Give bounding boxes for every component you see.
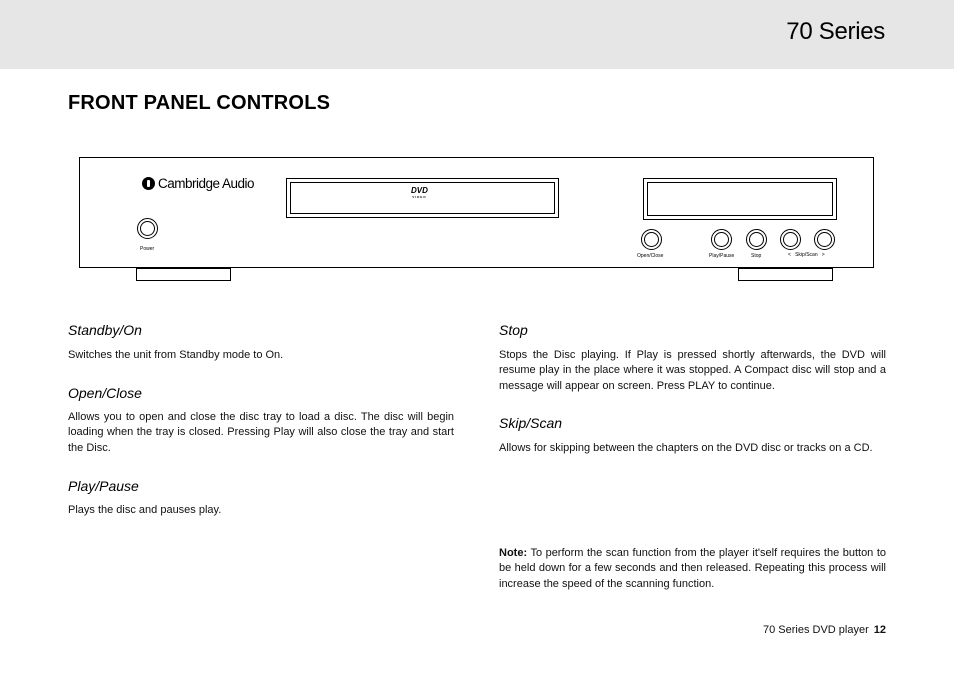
brand-name: Cambridge Audio <box>158 176 255 191</box>
power-button-icon <box>137 218 158 239</box>
open-close-button-icon <box>641 229 662 250</box>
note-text: To perform the scan function from the player it'self requires the button to be held down for a few seconds and then released. Repeating this process will increase the speed of the scanning function. <box>499 547 886 590</box>
open-close-label: Open/Close <box>637 253 664 259</box>
standby-heading: Standby/On <box>68 322 142 338</box>
open-close-text: Allows you to open and close the disc tray to load a disc. The disc will begin loading when the tray is closed. Pressing Play will also close the tray and start the Disc. <box>68 411 454 454</box>
skip-back-button-icon <box>780 229 801 250</box>
stop-label: Stop <box>751 253 762 259</box>
power-label: Power <box>140 246 155 252</box>
section-title: FRONT PANEL CONTROLS <box>68 92 331 114</box>
footer-label: 70 Series DVD player <box>762 624 869 636</box>
play-pause-heading: Play/Pause <box>68 478 139 494</box>
skip-scan-text: Allows for skipping between the chapters on the DVD disc or tracks on a CD. <box>499 442 873 454</box>
skip-forward-button-icon <box>814 229 835 250</box>
play-pause-button-icon <box>711 229 732 250</box>
device-foot-right <box>738 268 833 281</box>
page-number: 12 <box>873 624 886 636</box>
dvd-logo-subtext: VIDEO <box>412 195 427 199</box>
disc-tray <box>286 178 559 218</box>
standby-text: Switches the unit from Standby mode to On. <box>68 349 284 361</box>
note-paragraph <box>499 546 886 592</box>
front-display <box>643 178 837 220</box>
open-close-heading: Open/Close <box>68 385 142 401</box>
device-foot-left <box>136 268 231 281</box>
dvd-logo <box>411 187 428 199</box>
brand <box>142 176 254 191</box>
footer <box>763 624 886 636</box>
stop-button-icon <box>746 229 767 250</box>
dvd-logo-text: DVD <box>411 186 428 195</box>
play-pause-text: Plays the disc and pauses play. <box>68 504 222 516</box>
dvd-player-illustration <box>79 157 874 268</box>
skip-scan-heading: Skip/Scan <box>499 415 563 431</box>
note-label: Note: <box>499 547 528 559</box>
play-pause-label: Play/Pause <box>709 253 735 259</box>
skip-scan-label: < Skip/Scan > <box>788 252 825 258</box>
stop-heading: Stop <box>499 322 528 338</box>
series-title: 70 Series <box>786 18 885 45</box>
stop-text: Stops the Disc playing. If Play is pressed shortly afterwards, the DVD will resume play in the place where it was stopped. A Compact disc will stop and a message will appear on screen. Press PLAY to continue. <box>499 349 886 392</box>
brand-logo-icon <box>142 177 155 190</box>
